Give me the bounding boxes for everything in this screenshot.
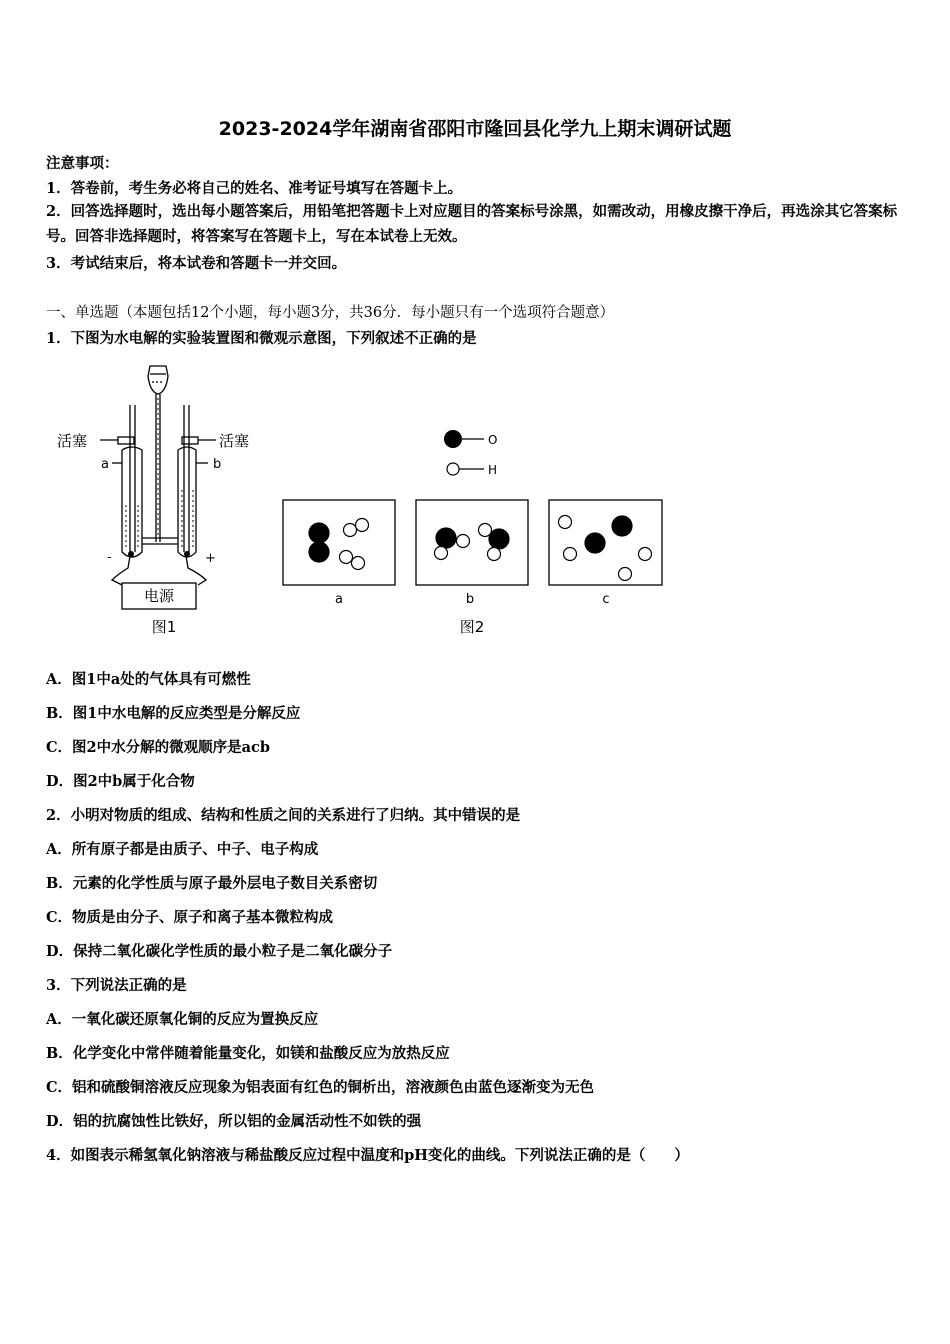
q1-option-b: B．图1中水电解的反应类型是分解反应 xyxy=(46,705,301,722)
q1-option-d: D．图2中b属于化合物 xyxy=(46,773,195,790)
question-2-stem: 2．小明对物质的组成、结构和性质之间的关系进行了归纳。其中错误的是 xyxy=(46,807,521,824)
q1-option-c: C．图2中水分解的微观顺序是acb xyxy=(46,739,270,756)
q3-option-a: A．一氧化碳还原氧化铜的反应为置换反应 xyxy=(46,1011,319,1028)
box-a-label: a xyxy=(335,592,343,607)
q2-option-c: C．物质是由分子、原子和离子基本微粒构成 xyxy=(46,909,334,926)
hydrogen-atom-icon xyxy=(447,463,459,475)
figure-2-caption: 图2 xyxy=(459,618,485,636)
q3-option-c: C．铝和硫酸铜溶液反应现象为铝表面有红色的铜析出，溶液颜色由蓝色逐渐变为无色 xyxy=(46,1079,595,1096)
figure-1-caption: 图1 xyxy=(151,618,177,636)
stopcock-right-label: 活塞 xyxy=(219,432,250,450)
power-label: 电源 xyxy=(143,587,175,605)
q1-option-a: A．图1中a处的气体具有可燃性 xyxy=(46,671,251,688)
electrolysis-apparatus xyxy=(100,366,216,585)
notice-item-2: 2．回答选择题时，选出每小题答案后，用铅笔把答题卡上对应题目的答案标号涂黑，如需改动，用橡皮擦干净后，再选涂其它答案标号。回答非选择题时，将答案写在答题卡上，写在本试卷上无效。 xyxy=(46,203,898,245)
box-b-label: b xyxy=(465,592,475,607)
molecule-box-b xyxy=(416,500,528,585)
q2-option-a: A．所有原子都是由质子、中子、电子构成 xyxy=(46,841,319,858)
label-a: a xyxy=(101,457,109,472)
plus-sign: + xyxy=(205,551,216,566)
stopcock-left-label: 活塞 xyxy=(57,432,88,450)
q3-option-b: B．化学变化中常伴随着能量变化，如镁和盐酸反应为放热反应 xyxy=(46,1045,450,1062)
legend-o: O xyxy=(488,433,498,447)
notice-heading: 注意事项： xyxy=(46,155,119,172)
oxygen-atom-icon xyxy=(444,430,462,448)
minus-sign: - xyxy=(107,550,112,565)
label-b: b xyxy=(213,457,222,472)
notice-item-1: 1．答卷前，考生务必将自己的姓名、准考证号填写在答题卡上。 xyxy=(46,180,463,197)
question-4-stem: 4．如图表示稀氢氧化钠溶液与稀盐酸反应过程中温度和pH变化的曲线。下列说法正确的是（ ） xyxy=(46,1147,689,1164)
q2-option-b: B．元素的化学性质与原子最外层电子数目关系密切 xyxy=(46,875,378,892)
notice-item-3: 3．考试结束后，将本试卷和答题卡一并交回。 xyxy=(46,255,347,272)
page-title: 2023-2024学年湖南省邵阳市隆回县化学九上期末调研试题 xyxy=(218,118,732,140)
box-c-label: c xyxy=(602,592,610,607)
question-3-stem: 3．下列说法正确的是 xyxy=(46,977,187,994)
molecule-box-a xyxy=(283,500,395,585)
q3-option-d: D．铝的抗腐蚀性比铁好，所以铝的金属活动性不如铁的强 xyxy=(46,1113,422,1130)
figure-electrolysis xyxy=(0,355,950,645)
section-heading: 一、单选题（本题包括12个小题，每小题3分，共36分．每小题只有一个选项符合题意） xyxy=(46,305,615,321)
legend-h: H xyxy=(488,463,498,477)
question-1-stem: 1．下图为水电解的实验装置图和微观示意图，下列叙述不正确的是 xyxy=(46,330,477,347)
q2-option-d: D．保持二氧化碳化学性质的最小粒子是二氧化碳分子 xyxy=(46,943,393,960)
